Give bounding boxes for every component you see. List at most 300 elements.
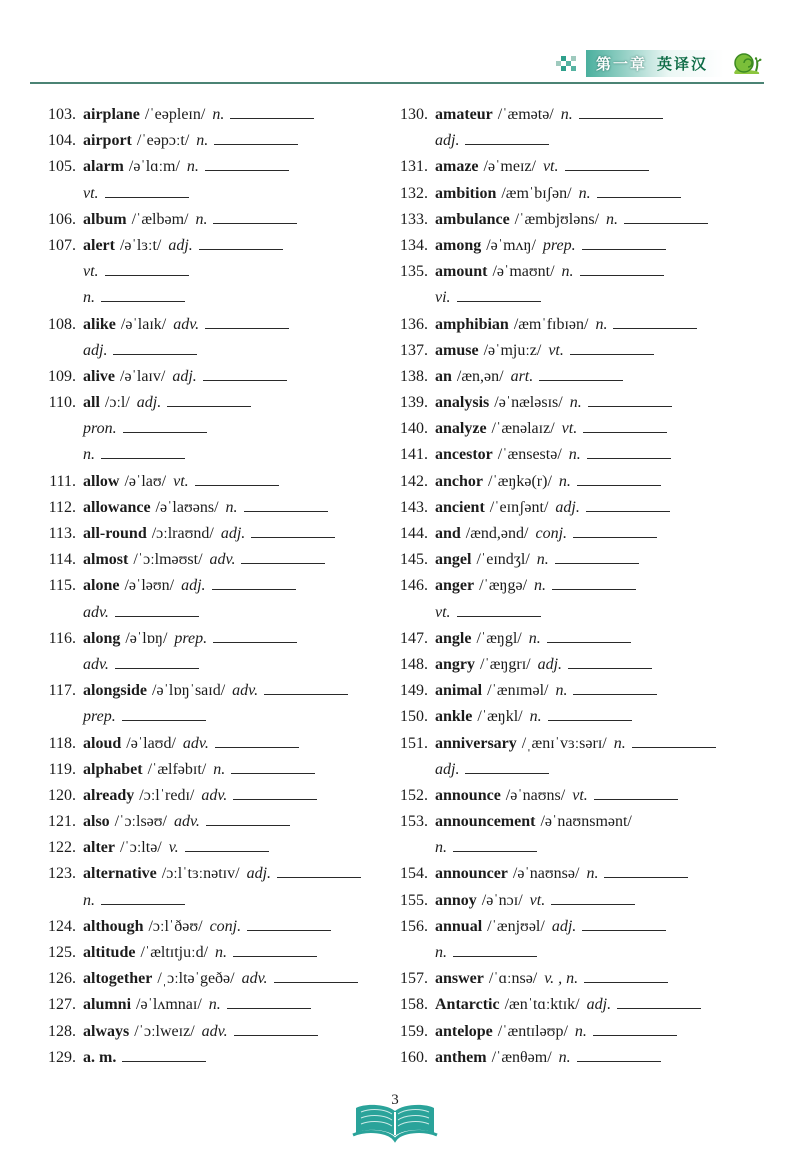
entry-line: [36, 626, 388, 652]
entry-phonetic: /ˈæŋkə(r)/: [488, 472, 552, 490]
entry-number: 129.: [48, 1048, 76, 1066]
entry-pos: n.: [435, 944, 447, 961]
entry-line-continuation: [36, 888, 388, 914]
entry-line: [388, 573, 776, 599]
entry-pos: vt.: [83, 184, 99, 202]
entry-pos: n.: [568, 446, 581, 464]
entry-number: 124.: [48, 917, 76, 935]
entry-phonetic: /ˈænəlaɪz/: [491, 420, 555, 438]
answer-blank: [624, 210, 708, 224]
entry-number: 136.: [400, 315, 428, 333]
entry-number: 157.: [400, 970, 428, 988]
entry-phonetic: /ɔːl/: [104, 394, 130, 412]
entry-word: ankle: [435, 708, 473, 726]
entry-pos: vt.: [83, 263, 99, 281]
entry-word: Antarctic: [435, 996, 500, 1014]
entry-number: 154.: [400, 865, 428, 883]
answer-blank: [185, 838, 269, 852]
entry-word: a. m.: [83, 1048, 117, 1066]
entry-pos: adv.: [83, 603, 109, 621]
entry-phonetic: /əˈlɑːm/: [128, 158, 180, 176]
entry-number: 150.: [400, 708, 428, 726]
entry-pos: n.: [606, 210, 619, 228]
entry-number: 117.: [48, 682, 76, 700]
entry-phonetic: /əˈlaʊ/: [124, 472, 167, 490]
entry-line-continuation: [388, 600, 776, 626]
entry-number: 132.: [400, 184, 428, 202]
entry-number: 114.: [48, 551, 76, 569]
answer-blank: [613, 315, 697, 329]
entry-word: alphabet: [83, 760, 143, 778]
entry-pos: n.: [578, 184, 591, 202]
answer-blank: [277, 864, 361, 878]
entry-number: 146.: [400, 577, 428, 595]
entry-pos: adv.: [201, 786, 228, 804]
page-footer: [0, 1086, 790, 1160]
answer-blank: [593, 1022, 677, 1036]
entry-phonetic: /ˈeəpɔːt/: [136, 132, 190, 150]
entry-line: [388, 1019, 776, 1045]
entry-phonetic: /ɔːlˈredɪ/: [139, 786, 195, 804]
entry-word: ancient: [435, 498, 485, 516]
entry-number: 138.: [400, 367, 428, 385]
answer-blank: [570, 341, 654, 355]
entry-number: 103.: [48, 106, 76, 123]
column-right: [388, 102, 776, 1071]
entry-line: [36, 521, 388, 547]
entry-word: animal: [435, 682, 483, 700]
entry-word: anthem: [435, 1048, 487, 1066]
answer-blank: [244, 498, 328, 512]
entry-pos: n.: [212, 106, 225, 123]
entry-word: alert: [83, 236, 115, 254]
entry-word: although: [83, 917, 144, 935]
entry-phonetic: /ɔːlˈtɜːnətɪv/: [161, 865, 240, 883]
answer-blank: [212, 576, 296, 590]
entry-number: 158.: [400, 996, 428, 1014]
answer-blank: [539, 367, 623, 381]
entry-number: 128.: [48, 1022, 76, 1040]
entry-number: 130.: [400, 106, 428, 123]
entry-number: 125.: [48, 944, 76, 961]
entry-pos: adj.: [435, 132, 460, 150]
entry-pos: adj.: [181, 577, 206, 595]
entry-pos: n.: [586, 865, 599, 883]
answer-blank: [233, 786, 317, 800]
entry-number: 144.: [400, 525, 428, 542]
entry-line: [388, 442, 776, 468]
entry-pos: n.: [83, 446, 95, 464]
entry-word: annual: [435, 917, 483, 935]
entry-word: allowance: [83, 498, 151, 516]
answer-blank: [465, 131, 549, 145]
answer-blank: [551, 891, 635, 905]
entry-phonetic: /ɔːlˈðəʊ/: [148, 917, 203, 935]
answer-blank: [227, 995, 311, 1009]
entry-pos: adj.: [220, 525, 246, 542]
entry-line: [388, 992, 776, 1018]
entry-line: [36, 573, 388, 599]
entry-line: [36, 861, 388, 887]
entry-word: alternative: [83, 865, 157, 883]
answer-blank: [583, 419, 667, 433]
entry-word: altogether: [83, 970, 153, 988]
entry-number: 111.: [49, 472, 76, 490]
checker-decoration-icon: [556, 56, 580, 72]
entry-pos: adj.: [172, 367, 197, 385]
entry-line: [388, 861, 776, 887]
answer-blank: [195, 472, 279, 486]
entry-pos: n.: [529, 708, 542, 726]
entry-word: amphibian: [435, 315, 509, 333]
entry-line: [388, 547, 776, 573]
entry-line-continuation: [36, 259, 388, 285]
entry-phonetic: /ˈɔːlməʊst/: [133, 551, 203, 569]
entry-number: 119.: [48, 760, 76, 778]
entry-pos: v.: [168, 839, 179, 857]
entry-word: anniversary: [435, 734, 517, 752]
entry-pos: n.: [528, 629, 541, 647]
entry-phonetic: /ˌɔːltəˈgeðə/: [157, 970, 235, 988]
entry-word: angry: [435, 655, 475, 673]
entry-number: 147.: [400, 629, 428, 647]
entry-pos: adj.: [246, 865, 272, 883]
answer-blank: [568, 655, 652, 669]
answer-blank: [453, 943, 537, 957]
entry-line-continuation: [36, 181, 388, 207]
entry-line: [36, 390, 388, 416]
answer-blank: [577, 472, 661, 486]
entry-word: ambulance: [435, 210, 510, 228]
entry-word: all: [83, 394, 100, 412]
entry-line: [36, 1019, 388, 1045]
entry-pos: adv.: [232, 682, 259, 700]
entry-line-continuation: [388, 285, 776, 311]
entry-line: [388, 338, 776, 364]
entry-phonetic: /əˈlaɪv/: [120, 367, 166, 385]
entry-word: airport: [83, 132, 132, 150]
entry-phonetic: /ɔːlraʊnd/: [151, 525, 214, 542]
answer-blank: [115, 603, 199, 617]
answer-blank: [115, 655, 199, 669]
entry-line: [36, 1045, 388, 1071]
entry-phonetic: /ˈɑːnsə/: [488, 970, 538, 988]
entry-phonetic: /ˈæŋgrɪ/: [480, 655, 531, 673]
entry-line-continuation: [388, 940, 776, 966]
entry-pos: prep.: [542, 236, 576, 254]
entry-word: analysis: [435, 394, 490, 412]
answer-blank: [101, 288, 185, 302]
answer-blank: [579, 105, 663, 119]
entry-pos: pron.: [83, 420, 117, 438]
entry-phonetic: /əˈmʌŋ/: [486, 236, 536, 254]
entry-pos: vi.: [435, 289, 451, 307]
answer-blank: [213, 629, 297, 643]
entry-pos: prep.: [174, 629, 208, 647]
entry-line-continuation: [36, 338, 388, 364]
entry-phonetic: /ˈeəpleɪn/: [144, 106, 206, 123]
entry-pos: vt.: [561, 420, 578, 438]
entry-line: [388, 731, 776, 757]
entry-line: [36, 992, 388, 1018]
answer-blank: [251, 524, 335, 538]
entry-word: antelope: [435, 1022, 493, 1040]
answer-blank: [597, 184, 681, 198]
answer-blank: [206, 812, 290, 826]
entry-phonetic: /əˈnaʊnsmənt/: [540, 813, 632, 831]
entry-word: alike: [83, 315, 116, 333]
entry-word: alone: [83, 577, 120, 595]
entry-pos: adv.: [241, 970, 268, 988]
entry-phonetic: /ˈɔːltə/: [119, 839, 162, 857]
entry-word: alive: [83, 367, 115, 385]
entry-line: [36, 809, 388, 835]
answer-blank: [215, 734, 299, 748]
entry-word: analyze: [435, 420, 487, 438]
entry-word: announcer: [435, 865, 508, 883]
entry-pos: adj.: [136, 394, 162, 412]
entry-phonetic: /ˈælfəbɪt/: [147, 760, 207, 778]
entry-word: alumni: [83, 996, 132, 1014]
entry-line: [388, 966, 776, 992]
entry-pos: n.: [560, 106, 573, 123]
entry-pos: adv.: [174, 813, 200, 831]
answer-blank: [234, 1022, 318, 1036]
entry-pos: adj.: [168, 236, 193, 254]
entry-line: [388, 888, 776, 914]
entry-number: 112.: [48, 498, 76, 516]
entry-line-continuation: [388, 835, 776, 861]
entry-line-continuation: [36, 416, 388, 442]
entry-word: amount: [435, 263, 488, 281]
answer-blank: [214, 131, 298, 145]
entry-line: [388, 416, 776, 442]
entry-phonetic: /ˈɔːlweɪz/: [134, 1022, 195, 1040]
answer-blank: [123, 419, 207, 433]
chapter-tag: [586, 50, 724, 77]
entry-line: [388, 809, 776, 835]
answer-blank: [113, 341, 197, 355]
entry-pos: adv.: [83, 655, 109, 673]
answer-blank: [617, 995, 701, 1009]
entry-number: 118.: [48, 734, 76, 752]
answer-blank: [213, 210, 297, 224]
entry-number: 121.: [48, 813, 76, 831]
snail-icon: [730, 51, 764, 77]
entry-phonetic: /ˈæmbjʊləns/: [514, 210, 600, 228]
entry-word: aloud: [83, 734, 122, 752]
entry-phonetic: /əˈnɔɪ/: [481, 891, 523, 909]
entry-phonetic: /ænd,ənd/: [465, 525, 529, 542]
answer-blank: [582, 917, 666, 931]
chapter-label: 第一章: [595, 56, 647, 73]
entry-line: [388, 626, 776, 652]
entry-pos: n.: [208, 996, 221, 1014]
entry-line: [388, 495, 776, 521]
entry-line: [388, 678, 776, 704]
entry-word: angle: [435, 629, 472, 647]
entry-pos: vt.: [572, 786, 588, 804]
entry-pos: adj.: [586, 996, 612, 1014]
entry-phonetic: /əˈnæləsɪs/: [494, 394, 563, 412]
entry-phonetic: /əˈlaɪk/: [120, 315, 167, 333]
entry-phonetic: /æmˈfɪbɪən/: [513, 315, 589, 333]
answer-blank: [105, 262, 189, 276]
entry-line: [388, 783, 776, 809]
entry-number: 143.: [400, 498, 428, 516]
answer-blank: [205, 315, 289, 329]
entry-line: [388, 469, 776, 495]
entry-pos: n.: [83, 289, 95, 307]
answer-blank: [247, 917, 331, 931]
entry-word: annoy: [435, 891, 477, 909]
answer-blank: [586, 498, 670, 512]
entry-pos: n.: [569, 394, 582, 412]
entry-pos: n.: [558, 472, 571, 490]
entry-phonetic: /ˈeɪnʃənt/: [489, 498, 549, 516]
answer-blank: [577, 1048, 661, 1062]
entry-line: [36, 835, 388, 861]
entry-line: [36, 469, 388, 495]
entry-phonetic: /əˈmaʊnt/: [492, 263, 555, 281]
entry-line: [388, 181, 776, 207]
entry-word: all-round: [83, 525, 147, 542]
entry-word: ambition: [435, 184, 497, 202]
entry-line: [388, 312, 776, 338]
entry-number: 156.: [400, 917, 428, 935]
answer-blank: [105, 184, 189, 198]
entry-pos: vt.: [548, 341, 564, 359]
entry-number: 108.: [48, 315, 76, 333]
entry-line: [36, 757, 388, 783]
entry-number: 139.: [400, 394, 428, 412]
entry-line: [36, 233, 388, 259]
entry-phonetic: /ˈænsestə/: [497, 446, 562, 464]
answer-blank: [580, 262, 664, 276]
answer-blank: [167, 393, 251, 407]
entry-phonetic: /ˌænɪˈvɜːsərɪ/: [521, 734, 607, 752]
entry-line: [36, 731, 388, 757]
entry-pos: vt.: [435, 603, 451, 621]
entry-word: always: [83, 1022, 130, 1040]
answer-blank: [241, 550, 325, 564]
entry-line: [36, 783, 388, 809]
entry-word: ancestor: [435, 446, 493, 464]
entry-number: 120.: [48, 786, 76, 804]
column-left: [36, 102, 388, 1071]
entry-number: 122.: [48, 839, 76, 857]
entry-phonetic: /ˈænjʊəl/: [487, 917, 545, 935]
answer-blank: [548, 707, 632, 721]
answer-blank: [122, 707, 206, 721]
entry-line: [388, 704, 776, 730]
entry-line-continuation: [388, 757, 776, 783]
entry-word: also: [83, 813, 110, 831]
entry-line: [388, 154, 776, 180]
answer-blank: [199, 236, 283, 250]
entry-number: 104.: [48, 132, 76, 150]
answer-blank: [584, 969, 668, 983]
entry-pos: prep.: [83, 708, 116, 726]
entry-number: 107.: [48, 236, 76, 254]
entry-pos: art.: [510, 367, 534, 385]
entry-number: 135.: [400, 263, 428, 281]
page-header: [556, 50, 764, 77]
entry-phonetic: /ˈɔːlsəʊ/: [114, 813, 167, 831]
entry-line: [36, 364, 388, 390]
entry-number: 115.: [48, 577, 76, 595]
entry-line: [388, 914, 776, 940]
entry-word: alongside: [83, 682, 148, 700]
answer-blank: [594, 786, 678, 800]
entry-pos: adj.: [555, 498, 580, 516]
entry-number: 133.: [400, 210, 428, 228]
entry-pos: n.: [196, 132, 209, 150]
header-rule: [30, 82, 764, 84]
entry-line: [388, 233, 776, 259]
entry-number: 140.: [400, 420, 428, 438]
entry-word: airplane: [83, 106, 140, 123]
entry-word: and: [435, 525, 461, 542]
entry-pos: adj.: [551, 917, 577, 935]
entry-line: [388, 259, 776, 285]
entry-number: 159.: [400, 1022, 428, 1040]
entry-word: among: [435, 236, 482, 254]
answer-blank: [264, 681, 348, 695]
entry-line: [36, 207, 388, 233]
section-label: 英译汉: [656, 56, 708, 73]
entry-word: album: [83, 210, 127, 228]
entry-pos: v. , n.: [544, 970, 579, 988]
entry-number: 151.: [400, 734, 428, 752]
entry-pos: n.: [595, 315, 608, 333]
entry-line: [388, 521, 776, 547]
entry-word: allow: [83, 472, 120, 490]
entry-word: alter: [83, 839, 115, 857]
answer-blank: [604, 864, 688, 878]
entry-pos: adv.: [201, 1022, 228, 1040]
entry-number: 123.: [48, 865, 76, 883]
entry-pos: conj.: [535, 525, 568, 542]
entry-line: [36, 914, 388, 940]
answer-blank: [205, 157, 289, 171]
answer-blank: [465, 760, 549, 774]
entry-number: 141.: [400, 446, 428, 464]
entry-line-continuation: [36, 285, 388, 311]
entry-phonetic: /ˈæŋkl/: [477, 708, 523, 726]
entry-phonetic: /ˈænθəm/: [491, 1048, 552, 1066]
entry-phonetic: /əˈmeɪz/: [483, 158, 536, 176]
entry-word: amaze: [435, 158, 479, 176]
entry-number: 110.: [48, 394, 76, 412]
entry-number: 134.: [400, 236, 428, 254]
entry-phonetic: /æn,ən/: [456, 367, 504, 385]
entry-pos: n.: [574, 1022, 587, 1040]
entry-pos: n.: [213, 760, 226, 778]
entry-word: altitude: [83, 944, 136, 961]
entry-phonetic: /ˈænɪməl/: [487, 682, 549, 700]
answer-blank: [632, 734, 716, 748]
entry-number: 145.: [400, 551, 428, 569]
entry-phonetic: /əˈlaʊd/: [126, 734, 176, 752]
answer-blank: [457, 288, 541, 302]
entry-pos: vt.: [173, 472, 189, 490]
entry-number: 127.: [48, 996, 76, 1014]
entry-word: anchor: [435, 472, 483, 490]
entry-line: [388, 207, 776, 233]
answer-blank: [230, 105, 314, 119]
entry-phonetic: /ˈæmətə/: [497, 106, 554, 123]
